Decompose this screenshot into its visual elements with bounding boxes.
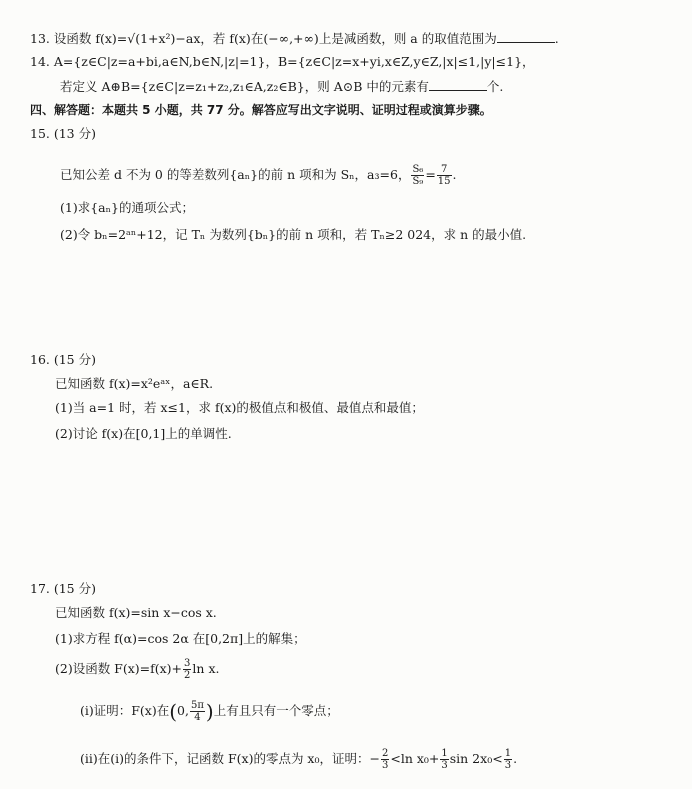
q17-part1: (1)求方程 f(α)=cos 2α 在[0,2π]上的解集； — [55, 631, 306, 646]
q14-unit: 个. — [486, 79, 504, 94]
q16-intro: 已知函数 f(x)=x²eᵃˣ，a∈R. — [55, 376, 214, 391]
fraction — [411, 164, 424, 187]
numerator: 2 — [381, 748, 389, 759]
denominator: 2 — [184, 670, 191, 681]
numerator: 1 — [441, 748, 448, 759]
q17-sub2-middle2: sin 2x₀< — [449, 751, 503, 766]
numerator: 1 — [504, 748, 512, 759]
numerator: 3 — [184, 658, 191, 669]
q17-sub1-tail: 上有且只有一个零点； — [213, 703, 339, 718]
left-paren: ( — [169, 699, 178, 724]
q15-part2: (2)令 bₙ=2ᵃⁿ+12，记 Tₙ 为数列{bₙ}的前 n 项和，若 Tₙ≥2 024，求 n 的最小值. — [60, 227, 527, 242]
fraction — [183, 658, 191, 681]
answer-blank — [497, 30, 555, 43]
denominator: 15 — [437, 176, 451, 187]
fraction — [381, 748, 389, 771]
numerator: S₆ — [412, 164, 424, 175]
q17-sub2 — [80, 748, 517, 771]
numerator: 7 — [437, 164, 452, 176]
fraction — [504, 748, 512, 771]
question-13 — [30, 30, 559, 47]
denominator: 4 — [194, 712, 201, 723]
q15-intro — [60, 164, 457, 187]
q15-part1: (1)求{aₙ}的通项公式； — [60, 200, 194, 215]
q17-sub1 — [80, 700, 339, 723]
q14-text: 若定义 A⊕B={z∈C|z=z₁+z₂,z₁∈A,z₂∈B}，则 A⊙B 中的元素有 — [60, 79, 429, 94]
q15-intro-text: 已知公差 d 不为 0 的等差数列{aₙ}的前 n 项和为 Sₙ，a₃=6， — [60, 167, 411, 182]
fraction — [437, 164, 452, 187]
q17-part2-text: (2)设函数 F(x)=f(x)+ — [55, 661, 183, 676]
q17-part2 — [55, 658, 219, 681]
question-14-line1: 14. A={z∈C|z=a+bi,a∈N,b∈N,|z|=1}，B={z∈C|z=x+yi,x∈Z,y∈Z,|x|≤1,|y|≤1}， — [30, 54, 535, 69]
denominator: 3 — [381, 760, 389, 771]
period: . — [513, 751, 518, 766]
q13-period: . — [554, 31, 559, 46]
fraction — [190, 700, 205, 723]
denominator: 3 — [441, 760, 448, 771]
section-heading: 四、解答题：本题共 5 小题，共 77 分。解答应写出文字说明、证明过程或演算步骤。 — [30, 103, 492, 117]
q17-intro: 已知函数 f(x)=sin x−cos x. — [55, 605, 217, 620]
q15-header: 15. (13 分) — [30, 126, 96, 141]
denominator: 3 — [504, 760, 512, 771]
q17-sub2-middle: <ln x₀+ — [390, 751, 440, 766]
equals: = — [425, 167, 436, 182]
numerator: 5π — [190, 700, 204, 711]
q17-sub1-text: (i)证明：F(x)在 — [80, 703, 170, 718]
right-paren: ) — [205, 699, 214, 724]
q16-part1: (1)当 a=1 时，若 x≤1，求 f(x)的极值点和极值、最值点和最值； — [55, 400, 424, 415]
q17-header: 17. (15 分) — [30, 581, 96, 596]
q16-part2: (2)讨论 f(x)在[0,1]上的单调性. — [55, 426, 232, 441]
question-14-line2 — [60, 78, 503, 95]
q13-text: 13. 设函数 f(x)=√(1+x²)−ax，若 f(x)在(−∞,+∞)上是减函数，则 a 的取值范围为 — [30, 31, 497, 46]
period: . — [452, 167, 457, 182]
denominator: S₉ — [412, 176, 424, 187]
q17-sub2-text: (ii)在(i)的条件下，记函数 F(x)的零点为 x₀，证明：− — [80, 751, 380, 766]
answer-blank — [429, 78, 487, 91]
interval-start: 0, — [177, 703, 189, 718]
fraction — [440, 748, 448, 771]
q17-part2-tail: ln x. — [192, 661, 220, 676]
q16-header: 16. (15 分) — [30, 352, 96, 367]
